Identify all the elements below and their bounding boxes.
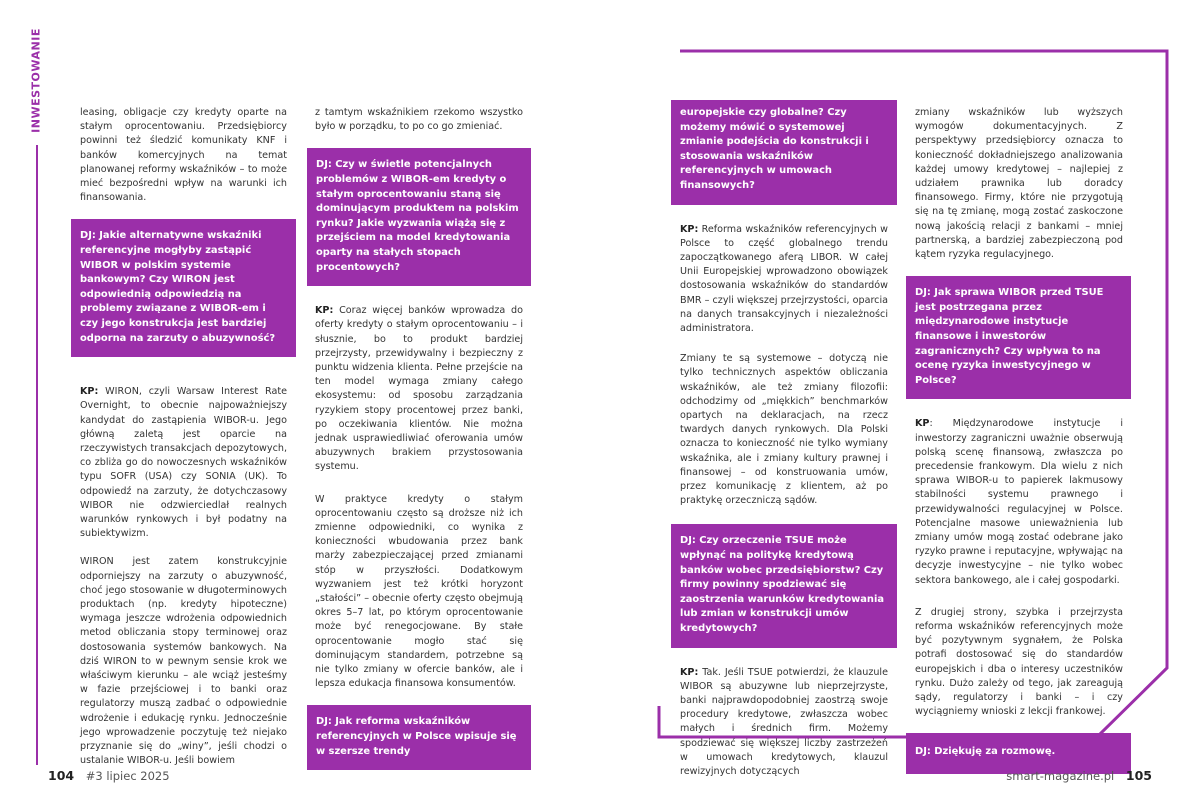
col4-question-2: DJ: Dziękuję za rozmowę. — [906, 733, 1131, 774]
col2-answer-1 — [315, 304, 523, 474]
speaker-label-kp: KP: — [80, 386, 99, 398]
col3-answer-1 — [680, 223, 888, 337]
footer-right — [1006, 768, 1152, 783]
col1-answer-1 — [80, 385, 287, 541]
col2-question-1: DJ: Czy w świetle potencjalnych problemów z WIBOR-em kredyty o stałym oprocentowaniu staną się dominującym produktem na polskim rynku? Jakie wyzwania wiążą się z przejściem na model kredytowania oparty na stałych stopach procentowych? — [307, 148, 531, 286]
section-tag — [28, 28, 44, 138]
speaker-label-kp: KP — [915, 418, 930, 430]
col2-answer-1-text: Coraz więcej banków wprowadza do oferty kredyty o stałym oprocentowaniu – i słusznie, bo to produkt bardziej przejrzysty, przewidywalny i bezpieczny z punktu widzenia klienta. Pełne przejście na ten model wymaga zmiany całego ekosystemu: od sposobu zarządzania ryzykiem stopy procentowej przez banki, po oczekiwania klientów. Nie można jednak usprawiedliwiać oferowania umów abuzywnych brakiem przystosowania systemu. — [315, 305, 523, 473]
col4-answer-1 — [915, 417, 1123, 587]
col3-answer-1-text: Reforma wskaźników referencyjnych w Polsce to część globalnego trendu zapoczątkowanego aferą LIBOR. W całej Unii Europejskiej wprowadzono obowiązek dostosowania wskaźników do standardów BMR – czyli większej przejrzystości, oparcia na danych transakcyjnych i niezależności administratora. — [680, 223, 888, 334]
footer-left — [48, 768, 170, 783]
left-accent-line — [36, 145, 38, 765]
col1-answer-1-text: WIRON, czyli Warsaw Interest Rate Overnight, to obecnie najpoważniejszy kandydat do zastąpienia WIBOR-u. Jego główną zaletą jest oparcie na rzeczywistych transakcjach depozytowych, co zbliża go do nowoczesnych wskaźników typu SOFR (USA) czy SONIA (UK). To odpowiedź na zarzuty, że dotychczasowy WIBOR nie odzwierciedlał realnych warunków rynkowych i był podatny na subiektywizm. — [80, 386, 287, 540]
site-url: smart-magazine.pl — [1006, 769, 1115, 783]
col1-paragraph-1: leasing, obligacje czy kredyty oparte na stałym oprocentowaniu. Przedsiębiorcy powinni też śledzić komunikaty KNF i banków komercyjnych na temat planowanej reformy wskaźników – to może mieć bezpośredni wpływ na warunki ich finansowania. — [80, 107, 287, 204]
col3-question-2: DJ: Czy orzeczenie TSUE może wpłynąć na politykę kredytową banków wobec przedsiębiorstw? Czy firmy powinny spodziewać się zaostrzenia warunków kredytowania lub zmian w konstrukcji umów kredytowych? — [671, 524, 897, 647]
col1-question-1: DJ: Jakie alternatywne wskaźniki referencyjne mogłyby zastąpić WIBOR w polskim systemie bankowym? Czy WIRON jest odpowiednią odpowiedzią na problemy związane z WIBOR-em i czy jego konstrukcja jest bardziej odporna na zarzuty o abuzywność? — [71, 219, 296, 357]
col4-paragraph-1: zmiany wskaźników lub wyższych wymogów dokumentacyjnych. Z perspektywy przedsiębiorcy oznacza to konieczność dokładniejszego analizowania każdej umowy kredytowej – najlepiej z udziałem prawnika lub doradcy finansowego. Firmy, które nie przygotują się na tę zmianę, mogą zostać zaskoczone nową jakością relacji z bankami – mniej partnerską, a bardziej zabezpieczoną pod kątem ryzyka regulacyjnego. — [915, 107, 1123, 261]
col4-question-1: DJ: Jak sprawa WIBOR przed TSUE jest postrzegana przez międzynarodowe instytucje finansowe i inwestorów zagranicznych? Czy wpływa to na ocenę ryzyka inwestycyjnego w Polsce? — [906, 276, 1131, 399]
col4-answer-1-text: : Międzynarodowe instytucje i inwestorzy zagraniczni uważnie obserwują polską scenę finansową, zwłaszcza po precedensie frankowym. Dla wielu z nich sprawa WIBOR-u to papierek lakmusowy stabilności systemu prawnego i przewidywalności regulacyjnej w Polsce. Potencjalne masowe unieważnienia lub zmiany umów mogą zostać odebrane jako ryzyko prawne i reputacyjne, wpływając na decyzje inwestycyjne – nie tylko wobec sektora bankowego, ale i całej gospodarki. — [915, 418, 1123, 586]
section-tag-label: INWESTOWANIE — [29, 28, 43, 133]
col3-question-1: europejskie czy globalne? Czy możemy mówić o systemowej zmianie podejścia do konstrukcji i stosowania wskaźników referencyjnych w umowach finansowych? — [671, 100, 897, 205]
column-4 — [915, 106, 1123, 792]
col3-paragraph-2: Zmiany te są systemowe – dotyczą nie tylko technicznych aspektów obliczania wskaźników, ale też zmiany filozofii: odchodzimy od „miękkich” benchmarków opartych na deklaracjach, na rzecz twardych danych rynkowych. Dla Polski oznacza to konieczność nie tylko wymiany wskaźnika, ale i zmiany kultury prawnej i finansowej – od konstruowania umów, przez komunikację z klientem, aż po praktykę orzeczniczą sądów. — [680, 353, 888, 507]
col2-question-2: DJ: Jak reforma wskaźników referencyjnych w Polsce wpisuje się w szersze trendy — [307, 705, 531, 770]
col3-answer-2-text: Tak. Jeśli TSUE potwierdzi, że klauzule WIBOR są abuzywne lub nieprzejrzyste, banki najprawdopodobniej zaostrzą swoje procedury kredytowe, zwłaszcza wobec małych i średnich firm. Możemy spodziewać się większej liczby zastrzeżeń w umowach kredytowych, klauzul rewizyjnych dotyczących — [680, 666, 888, 777]
col2-paragraph-3: W praktyce kredyty o stałym oprocentowaniu często są droższe niż ich zmienne odpowiedniki, co wynika z konieczności wbudowania przez bank marży zabezpieczającej przed zmianami stóp w przyszłości. Dodatkowym wyzwaniem jest też krótki horyzont „stałości” – obecnie oferty często obejmują okres 5–7 lat, po którym oprocentowanie może być renegocjowane. By stałe oprocentowanie mogło stać się dominującym standardem, potrzebne są nie tylko zmiany w ofercie banków, ale i lepsza edukacja finansowa konsumentów. — [315, 493, 523, 690]
speaker-label-kp: KP: — [680, 223, 699, 235]
column-3 — [680, 100, 888, 779]
col1-paragraph-3: WIRON jest zatem konstrukcyjnie odporniejszy na zarzuty o abuzywność, choć jego stosowanie w długoterminowych produktach (np. kredyty hipoteczne) wymaga jeszcze wdrożenia odpowiednich metod obliczania stopy terminowej oraz dostosowania systemów bankowych. Na dziś WIRON to w pewnym sensie krok we właściwym kierunku – ale wciąż jesteśmy w fazie przejściowej i to banki oraz regulatorzy muszą zadbać o odpowiednie wdrożenie i edukację rynku. Jednocześnie jego wprowadzenie poczytuję też niejako przyznanie się do „winy”, jeśli chodzi o ustalanie WIBOR-u. Jeśli bowiem — [80, 556, 287, 767]
page-number-right: 105 — [1125, 768, 1152, 783]
column-2 — [315, 106, 523, 788]
col2-paragraph-1: z tamtym wskaźnikiem rzekomo wszystko było w porządku, to po co go zmieniać. — [315, 107, 523, 133]
speaker-label-kp: KP: — [315, 305, 334, 317]
col4-paragraph-3: Z drugiej strony, szybka i przejrzysta reforma wskaźników referencyjnych może być pozytywnym sygnałem, że Polska potrafi dostosować się do standardów europejskich i dba o interesy uczestników rynku. Dużo zależy od tego, jak zareagują sądy, regulatorzy i banki – i czy wyciągniemy wnioski z lekcji frankowej. — [915, 606, 1123, 718]
column-1 — [80, 106, 287, 768]
speaker-label-kp: KP: — [680, 666, 699, 678]
issue-label: #3 lipiec 2025 — [85, 769, 170, 783]
page-number-left: 104 — [48, 768, 75, 783]
col3-answer-2 — [680, 666, 888, 780]
